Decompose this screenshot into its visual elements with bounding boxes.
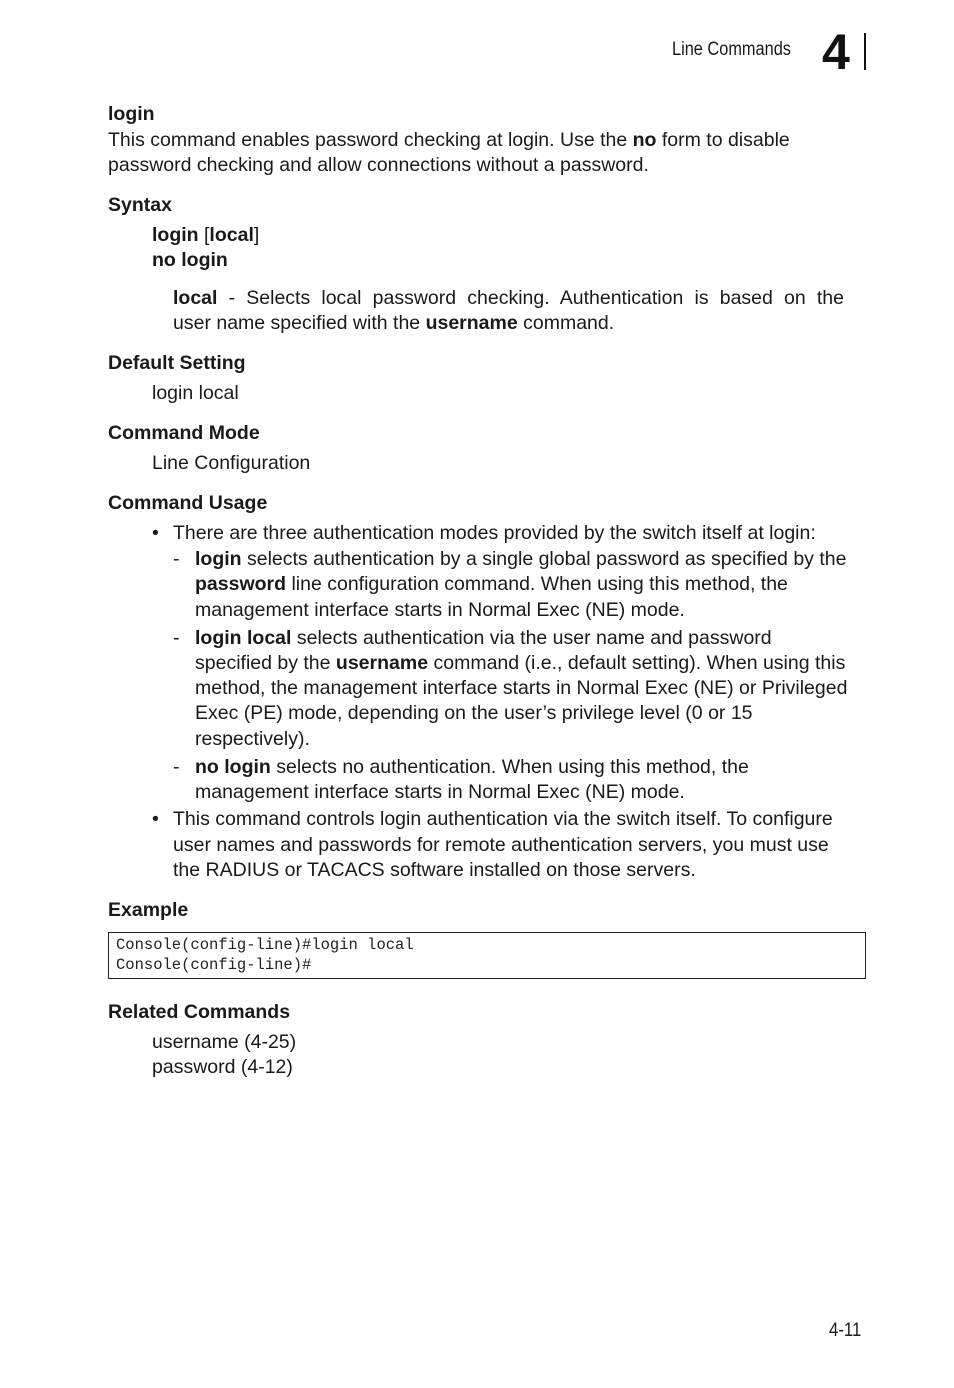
code-line: Console(config-line)#login local	[116, 936, 414, 954]
command-mode-value: Line Configuration	[152, 452, 311, 474]
related-command-username[interactable]: username (4-25)	[152, 1031, 297, 1053]
command-mode-heading: Command Mode	[108, 422, 260, 444]
syntax-line-login: login [local]	[152, 224, 260, 246]
code-line: Console(config-line)#	[116, 956, 312, 974]
dash-marker: -	[173, 627, 180, 649]
sub-login-line-1: login selects authentication by a single global password as specified by the	[195, 548, 847, 570]
sub-login-line-2: password line configuration command. When using this method, the	[195, 573, 788, 595]
usage-bullet-2-line-1: This command controls login authentication via the switch itself. To configure	[173, 808, 833, 830]
sub-login-local-line-4: Exec (PE) mode, depending on the user’s privilege level (0 or 15	[195, 702, 753, 724]
chapter-tab-bar	[864, 33, 866, 70]
sub-no-login-line-1: no login selects no authentication. When using this method, the	[195, 756, 749, 778]
sub-no-login-line-2: management interface starts in Normal Exec (NE) mode.	[195, 781, 685, 803]
syntax-line-no-login: no login	[152, 249, 228, 271]
bullet-marker: •	[152, 808, 159, 830]
related-command-password[interactable]: password (4-12)	[152, 1056, 293, 1078]
syntax-heading: Syntax	[108, 194, 172, 216]
sub-login-local-line-5: respectively).	[195, 728, 310, 750]
param-local-line-2: user name specified with the username command.	[173, 312, 615, 334]
example-heading: Example	[108, 899, 189, 921]
command-title: login	[108, 103, 155, 125]
related-commands-heading: Related Commands	[108, 1001, 291, 1023]
description-line-1: This command enables password checking at login. Use the no form to disable	[108, 129, 790, 151]
usage-bullet-2-line-3: the RADIUS or TACACS software installed on those servers.	[173, 859, 696, 881]
default-setting-heading: Default Setting	[108, 352, 246, 374]
usage-bullet-2-line-2: user names and passwords for remote authentication servers, you must use	[173, 834, 829, 856]
command-usage-heading: Command Usage	[108, 492, 268, 514]
dash-marker: -	[173, 756, 180, 778]
example-code-block	[108, 932, 866, 979]
sub-login-local-line-3: method, the management interface starts in Normal Exec (NE) or Privileged	[195, 677, 848, 699]
running-header-title: Line Commands	[672, 39, 791, 60]
description-line-2: password checking and allow connections without a password.	[108, 154, 649, 176]
param-local-line-1: local - Selects local password checking. Authentication is based on the	[173, 287, 844, 309]
sub-login-line-3: management interface starts in Normal Exec (NE) mode.	[195, 599, 685, 621]
default-setting-value: login local	[152, 382, 239, 404]
bullet-marker: •	[152, 522, 159, 544]
sub-login-local-line-1: login local selects authentication via the user name and password	[195, 627, 772, 649]
page-number: 4-11	[829, 1319, 862, 1341]
chapter-number: 4	[822, 24, 850, 80]
sub-login-local-line-2: specified by the username command (i.e., default setting). When using this	[195, 652, 846, 674]
dash-marker: -	[173, 548, 180, 570]
usage-bullet-1: There are three authentication modes provided by the switch itself at login:	[173, 522, 816, 544]
